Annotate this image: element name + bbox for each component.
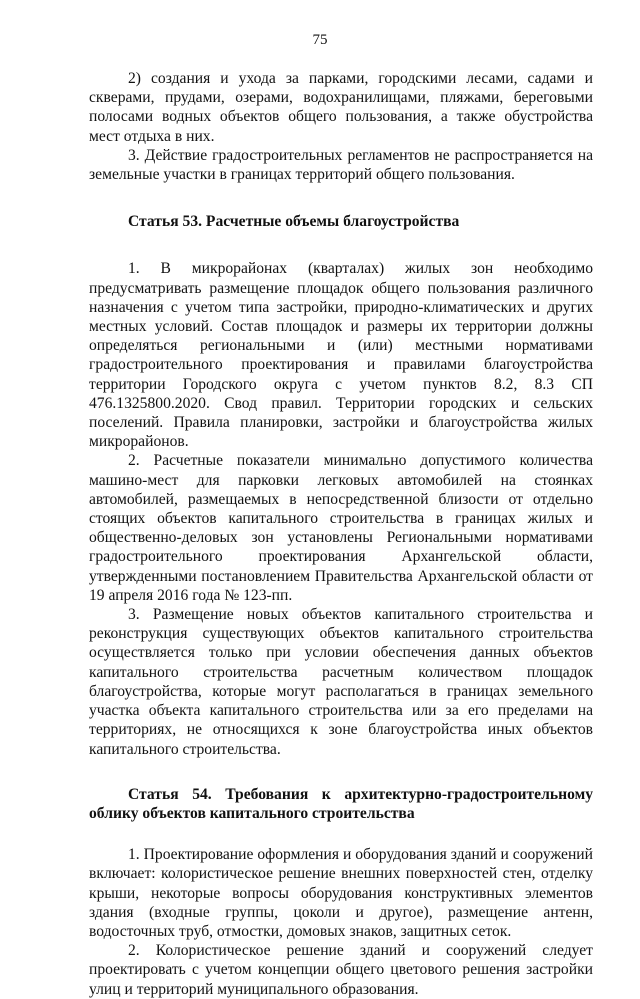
article-53-heading: Статья 53. Расчетные объемы благоустройства <box>128 213 460 231</box>
paragraph-item-2: 2) создания и ухода за парками, городскими лесами, садами и скверами, прудами, озерами, водохранилищами, пляжами, береговыми полосами водных объектов общего пользования, а также обустройства мест отдыха в них. <box>89 70 593 145</box>
page-content <box>89 69 593 999</box>
article-53-paragraph-1: 1. В микрорайонах (кварталах) жилых зон необходимо предусматривать размещение площадок общего пользования различного назначения с учетом типа застройки, природно-климатических и других местных условий. Состав площадок и размеры их территории должны определяться региональными и (или) местными нормативами градостроительного проектирования и правилами благоустройства территории Городского округа с учетом пунктов 8.2, 8.3 СП 476.1325800.2020. Свод правил. Территории городских и сельских поселений. Правила планировки, застройки и благоустройства жилых микрорайонов. <box>89 260 593 451</box>
article-54-paragraph-1: 1. Проектирование оформления и оборудования зданий и сооружений включает: колористическое решение внешних поверхностей стен, отделку крыши, некоторые вопросы оборудования конструктивных элементов здания (входные группы, цоколи и другое), размещение антенн, водосточных труб, отмостки, домовых знаков, защитных сеток. <box>89 846 593 940</box>
article-53-paragraph-2: 2. Расчетные показатели минимально допустимого количества машино-мест для парковки легковых автомобилей на стоянках автомобилей, размещаемых в непосредственной близости от отдельно стоящих объектов капитального строительства в границах жилых и общественно-деловых зон установлены Региональными нормативами градостроительного проектирования Архангельской области, утвержденными постановлением Правительства Архангельской области от 19 апреля 2016 года № 123-пп. <box>89 452 593 604</box>
paragraph-item-3: 3. Действие градостроительных регламентов не распространяется на земельные участки в границах территорий общего пользования. <box>89 146 593 184</box>
article-54-paragraph-2: 2. Колористическое решение зданий и сооружений следует проектировать с учетом концепции общего цветового решения застройки улиц и территорий муниципального образования. <box>89 942 593 998</box>
article-53-paragraph-3: 3. Размещение новых объектов капитального строительства и реконструкция существующих объектов капитального строительства осуществляется только при условии обеспечения данных объектов капитального строительства расчетным количеством площадок благоустройства, которые могут располагаться в границах земельного участка объекта капитального строительства или за его пределами на территориях, не относящихся к зоне благоустройства иных объектов капитального строительства. <box>89 606 593 758</box>
article-54-heading: Статья 54. Требования к архитектурно-градостроительному облику объектов капитального строительства <box>89 785 593 822</box>
page-number: 75 <box>312 32 328 48</box>
